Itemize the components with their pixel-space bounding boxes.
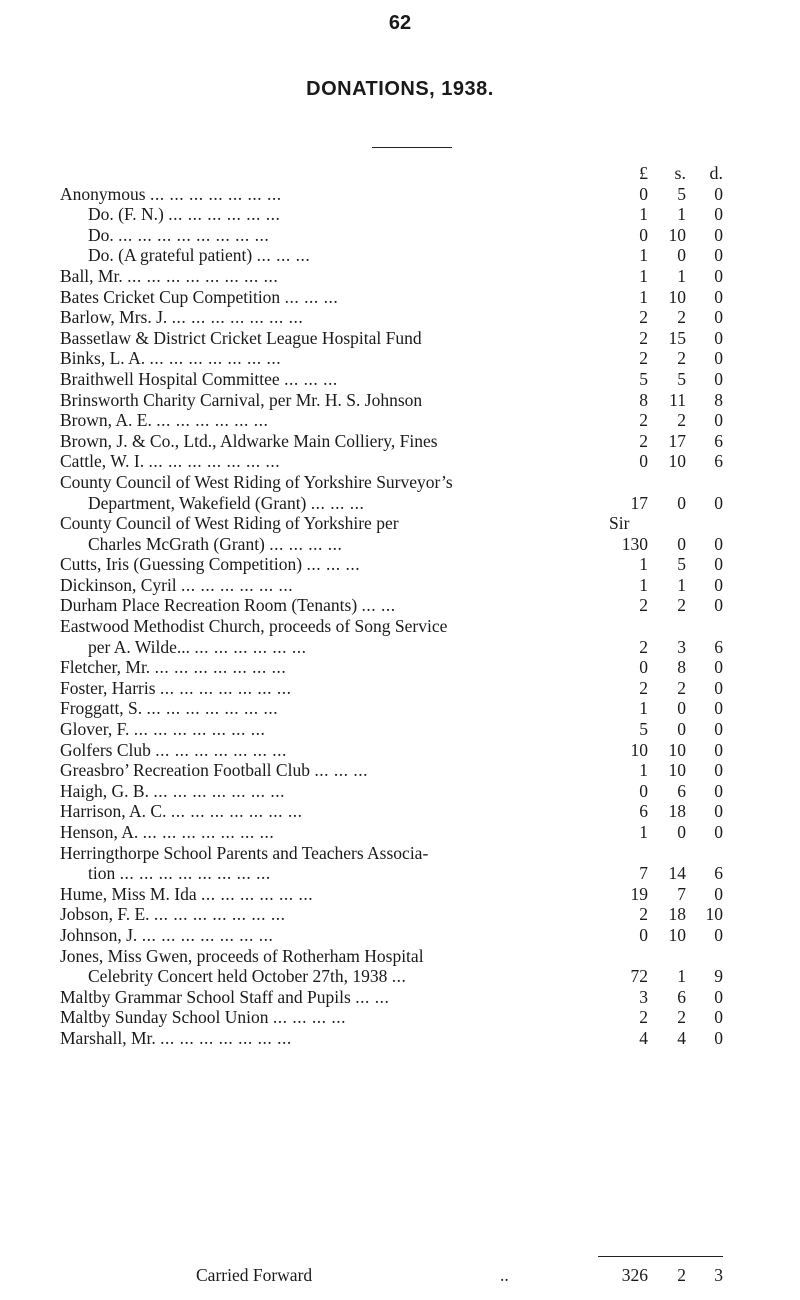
dot-leader: ... ... ... ... ... ... ... [133,719,266,740]
donor-name [88,637,610,658]
donor-name-text: Marshall, Mr. [60,1027,156,1048]
table-row [60,369,770,390]
pence-value: 0 [714,183,723,204]
donor-name [60,307,610,328]
pence-value: 6 [714,451,723,472]
donor-name [88,863,610,884]
donor-name [88,245,610,266]
carried-forward-row [0,1263,800,1287]
table-row [60,637,770,658]
donor-name-text: Brinsworth Charity Carnival, per Mr. H. S. Johnson [60,389,423,410]
shillings-value: 8 [677,657,686,678]
page-title: DONATIONS, 1938. [306,78,494,100]
donor-name-text: Foster, Harris [60,677,156,698]
donor-name-text: Brown, J. & Co., Ltd., Aldwarke Main Colliery, Fines [60,430,438,451]
table-row [60,946,770,967]
shillings-value: 1 [677,265,686,286]
donor-name [60,781,610,802]
pence-value: 0 [714,986,723,1007]
dot-leader: ... ... ... [284,368,338,389]
donor-name [60,925,610,946]
pounds-value: 1 [639,760,648,781]
pounds-value: 2 [639,327,648,348]
shillings-value: 10 [668,286,686,307]
pence-value: 0 [714,204,723,225]
table-row [60,678,770,699]
pence-value: 0 [714,265,723,286]
shillings-value: 1 [677,204,686,225]
pence-value: 0 [714,554,723,575]
pence-value: 0 [714,348,723,369]
pounds-value: 0 [639,451,648,472]
pence-value: 0 [714,801,723,822]
donor-name [60,266,610,287]
donor-name [60,595,610,616]
dot-leader: ... ... ... [284,286,339,307]
table-row [60,740,770,761]
donor-name-text: Fletcher, Mr. [60,657,151,678]
dot-leader: ... ... ... ... ... ... ... [171,307,304,328]
donor-name-text: Jobson, F. E. [60,904,150,925]
pence-value: 0 [714,1027,723,1048]
pounds-value: 4 [639,1027,648,1048]
pounds-value: 2 [639,307,648,328]
pounds-value: 1 [639,265,648,286]
dot-leader: ... ... ... ... ... ... ... ... [119,863,271,884]
donor-name [60,369,610,390]
dot-leader: ... ... ... [306,554,361,575]
donor-name-text: Dickinson, Cyril [60,574,177,595]
table-row [60,431,770,452]
donor-name [88,204,610,225]
table-row [60,760,770,781]
pounds-value: 2 [639,1007,648,1028]
donor-name [60,760,610,781]
donor-name [60,451,610,472]
total-rule [598,1256,723,1257]
donor-name [60,513,620,534]
pounds-value: 19 [630,883,648,904]
table-row [60,534,770,555]
table-row [60,472,770,493]
table-row [60,925,770,946]
table-row [60,554,770,575]
shillings-header: s. [674,163,686,183]
dot-leader: ... ... ... ... ... ... ... [154,657,287,678]
shillings-value: 0 [677,719,686,740]
donor-name [60,801,610,822]
pence-value: 8 [714,389,723,410]
pence-value: 0 [714,739,723,760]
donor-name-text: Anonymous [60,183,146,204]
shillings-value: 1 [677,966,686,987]
donor-name-text: Celebrity Concert held October 27th, 1938 [88,966,388,987]
donor-name-text: Do. (A grateful patient) [88,245,253,266]
donor-name-text: Barlow, Mrs. J. [60,307,168,328]
dot-leader: ... ... ... ... ... ... [168,204,281,225]
pounds-value: 2 [639,677,648,698]
table-row [60,513,770,534]
pounds-value: 2 [639,595,648,616]
donor-name [60,843,620,864]
dot-leader: ... ... ... ... ... ... ... [159,677,292,698]
donor-name-text: Johnson, J. [60,924,138,945]
donor-name-text: Brown, A. E. [60,410,152,431]
donor-name [60,1028,610,1049]
dot-leader: ... ... ... ... ... ... ... ... [118,224,270,245]
dot-leader: ... ... ... [256,245,311,266]
carried-forward-leader: .. [500,1265,509,1285]
pounds-value: 130 [621,533,648,554]
donor-name-text: Cutts, Iris (Guessing Competition) [60,554,303,575]
table-row [60,410,770,431]
donor-name-text: Hume, Miss M. Ida [60,883,197,904]
pence-value: 6 [714,430,723,451]
pence-value: 0 [714,719,723,740]
donor-name-text: Maltby Sunday School Union [60,1007,269,1028]
donor-name-text: Haigh, G. B. [60,780,149,801]
pence-value: 6 [714,863,723,884]
shillings-value: 18 [668,801,686,822]
dot-leader: ... ... ... ... ... ... ... [148,451,281,472]
donor-name [60,554,610,575]
donor-name [60,719,610,740]
shillings-value: 5 [677,368,686,389]
table-row [60,595,770,616]
table-row [60,884,770,905]
pounds-value: 10 [630,739,648,760]
pence-header: d. [709,163,723,183]
dot-leader: ... ... [361,595,396,616]
title-rule [372,147,452,148]
shillings-value: 1 [677,574,686,595]
donor-name-text: Glover, F. [60,719,130,740]
carried-forward-shillings: 2 [677,1265,686,1285]
donor-name-text: Bassetlaw & District Cricket League Hospital Fund [60,327,422,348]
donor-name [60,410,610,431]
pence-value: 6 [714,636,723,657]
pence-value: 0 [714,657,723,678]
shillings-value: 5 [677,554,686,575]
pence-value: 10 [705,904,723,925]
dot-leader: ... ... ... [310,492,365,513]
table-row [60,904,770,925]
donor-name-text: Harrison, A. C. [60,801,167,822]
pounds-value: 5 [639,719,648,740]
pounds-value: 1 [639,822,648,842]
pounds-value: 0 [639,183,648,204]
shillings-value: 10 [668,224,686,245]
shillings-value: 10 [668,739,686,760]
shillings-value: 0 [677,533,686,554]
donor-name [88,966,610,987]
shillings-value: 18 [668,904,686,925]
pounds-value: 0 [639,780,648,801]
pence-value: 0 [714,574,723,595]
table-row [60,987,770,1008]
donor-name-text: Maltby Grammar School Staff and Pupils [60,986,351,1007]
pounds-value: 1 [639,245,648,266]
donor-name [60,287,610,308]
dot-leader: ... ... [355,986,390,1007]
pounds-value: 72 [630,966,648,987]
dot-leader: ... ... ... ... ... ... ... [153,904,286,925]
donor-name-text: Department, Wakefield (Grant) [88,492,307,513]
table-row [60,863,770,884]
shillings-value: 11 [669,389,686,410]
shillings-value: 2 [677,677,686,698]
donor-name-text: Eastwood Methodist Church, proceeds of Song Service [60,616,448,637]
donor-name [60,348,610,369]
donor-name [60,740,610,761]
table-row [60,843,770,864]
table-row [60,451,770,472]
shillings-value: 2 [677,595,686,616]
table-row [60,225,770,246]
donor-name-text: Durham Place Recreation Room (Tenants) [60,595,358,616]
donor-name-text: Do. [88,224,114,245]
table-row [60,1007,770,1028]
pence-value: 0 [714,533,723,554]
table-row [60,328,770,349]
donor-name [60,184,610,205]
shillings-value: 17 [668,430,686,451]
pounds-value: 1 [639,574,648,595]
donor-name-text: per A. Wilde... [88,636,191,657]
donor-name-text: Braithwell Hospital Committee [60,368,280,389]
shillings-value: 2 [677,307,686,328]
donor-name [88,493,610,514]
pounds-value: 0 [639,924,648,945]
donor-name [60,472,620,493]
donor-name-text: Jones, Miss Gwen, proceeds of Rotherham Hospital [60,945,424,966]
shillings-value: 14 [668,863,686,884]
name-continuation: Sir [609,513,630,534]
pounds-value: 5 [639,368,648,389]
dot-leader: ... ... ... ... ... ... ... [160,1027,292,1048]
table-row [60,287,770,308]
table-row [60,575,770,596]
pence-value: 0 [714,780,723,801]
table-row [60,266,770,287]
donor-name-text: Greasbro’ Recreation Football Club [60,760,310,781]
pounds-value: 2 [639,904,648,925]
pounds-value: 1 [639,554,648,575]
dot-leader: ... ... ... ... ... ... ... [155,739,287,760]
donor-name [88,225,610,246]
donor-name [60,575,610,596]
pounds-value: 6 [639,801,648,822]
donor-name-text: County Council of West Riding of Yorkshire per [60,513,399,534]
pence-value: 0 [714,327,723,348]
shillings-value: 10 [668,760,686,781]
donor-name-text: Bates Cricket Cup Competition [60,286,281,307]
pounds-value: 17 [630,492,648,513]
pounds-value: 2 [639,430,648,451]
donor-name [60,328,620,349]
table-row [60,719,770,740]
shillings-value: 0 [677,245,686,266]
dot-leader: ... ... ... ... ... ... ... [142,822,275,842]
dot-leader: ... [391,966,407,987]
donor-name [88,534,610,555]
donor-name [60,678,610,699]
shillings-value: 6 [677,780,686,801]
shillings-value: 2 [677,348,686,369]
pence-value: 0 [714,698,723,719]
pence-value: 0 [714,1007,723,1028]
pounds-value: 8 [639,389,648,410]
donor-name-text: Herringthorpe School Parents and Teachers Associa- [60,842,429,863]
donor-name [60,431,620,452]
dot-leader: ... ... ... ... ... ... ... [153,780,285,801]
table-row [60,781,770,802]
pounds-value: 2 [639,410,648,431]
table-row [60,307,770,328]
carried-forward-label: Carried Forward [196,1265,313,1285]
donor-name [60,946,620,967]
pounds-value: 1 [639,286,648,307]
dot-leader: ... ... ... ... [269,533,343,554]
pence-value: 0 [714,368,723,389]
shillings-value: 3 [677,636,686,657]
donor-name-text: tion [88,863,116,884]
dot-leader: ... ... ... ... ... ... ... [146,698,279,719]
donor-name-text: Ball, Mr. [60,265,123,286]
pounds-value: 1 [639,698,648,719]
table-row [60,822,770,843]
donor-name-text: Henson, A. [60,822,139,842]
pence-value: 0 [714,760,723,781]
dot-leader: ... ... ... ... ... ... [181,574,294,595]
pounds-value: 7 [639,863,648,884]
table-row [60,801,770,822]
donations-table [60,163,770,1049]
pence-value: 0 [714,307,723,328]
table-row [60,204,770,225]
page-number: 62 [388,12,412,34]
pence-value: 0 [714,924,723,945]
table-row [60,348,770,369]
shillings-value: 7 [677,883,686,904]
shillings-value: 2 [677,410,686,431]
shillings-value: 2 [677,1007,686,1028]
table-row [60,184,770,205]
donor-name-text: Do. (F. N.) [88,204,164,225]
donor-name [60,390,620,411]
dot-leader: ... ... ... ... ... ... ... [149,348,282,369]
pence-value: 0 [714,883,723,904]
dot-leader: ... ... ... [314,760,368,781]
dot-leader: ... ... ... ... ... ... ... [170,801,303,822]
pounds-value: 3 [639,986,648,1007]
column-headers [60,163,770,184]
donor-name [60,987,610,1008]
pounds-value: 2 [639,636,648,657]
donor-name-text: County Council of West Riding of Yorkshire Surveyor’s [60,471,453,492]
table-row [60,616,770,637]
pence-value: 9 [714,966,723,987]
carried-forward-pounds: 326 [621,1265,648,1285]
pence-value: 0 [714,492,723,513]
table-row [60,966,770,987]
shillings-value: 0 [677,492,686,513]
pounds-value: 0 [639,657,648,678]
shillings-value: 0 [677,822,686,842]
table-row [60,1028,770,1049]
shillings-value: 10 [668,451,686,472]
donation-rows [60,184,770,1049]
shillings-value: 5 [677,183,686,204]
pence-value: 0 [714,410,723,431]
donor-name-text: Froggatt, S. [60,698,143,719]
shillings-value: 0 [677,698,686,719]
pounds-value: 2 [639,348,648,369]
donor-name-text: Charles McGrath (Grant) [88,533,265,554]
dot-leader: ... ... ... ... ... ... ... [149,183,282,204]
donor-name [60,904,610,925]
table-row [60,698,770,719]
pence-value: 0 [714,595,723,616]
table-row [60,245,770,266]
carried-forward-pence: 3 [714,1265,723,1285]
dot-leader: ... ... ... ... ... ... ... [141,924,274,945]
donor-name-text: Binks, L. A. [60,348,146,369]
table-row [60,657,770,678]
pence-value: 0 [714,224,723,245]
dot-leader: ... ... ... ... ... ... ... ... [127,265,279,286]
dot-leader: ... ... ... ... ... ... [156,410,269,431]
donor-name [60,616,620,637]
pence-value: 0 [714,677,723,698]
shillings-value: 6 [677,986,686,1007]
donor-name-text: Golfers Club [60,739,151,760]
table-row [60,390,770,411]
dot-leader: ... ... ... ... ... ... [194,636,307,657]
donor-name [60,698,610,719]
dot-leader: ... ... ... ... [272,1007,347,1028]
pence-value: 0 [714,286,723,307]
pounds-header: £ [639,163,648,183]
donor-name [60,884,610,905]
donor-name [60,822,610,843]
donor-name-text: Cattle, W. I. [60,451,145,472]
donor-name [60,1007,610,1028]
shillings-value: 10 [668,924,686,945]
pence-value: 0 [714,245,723,266]
pence-value: 0 [714,822,723,842]
table-row [60,493,770,514]
dot-leader: ... ... ... ... ... ... [200,883,314,904]
pounds-value: 1 [639,204,648,225]
donor-name [60,657,610,678]
shillings-value: 4 [677,1027,686,1048]
shillings-value: 15 [668,327,686,348]
pounds-value: 0 [639,224,648,245]
